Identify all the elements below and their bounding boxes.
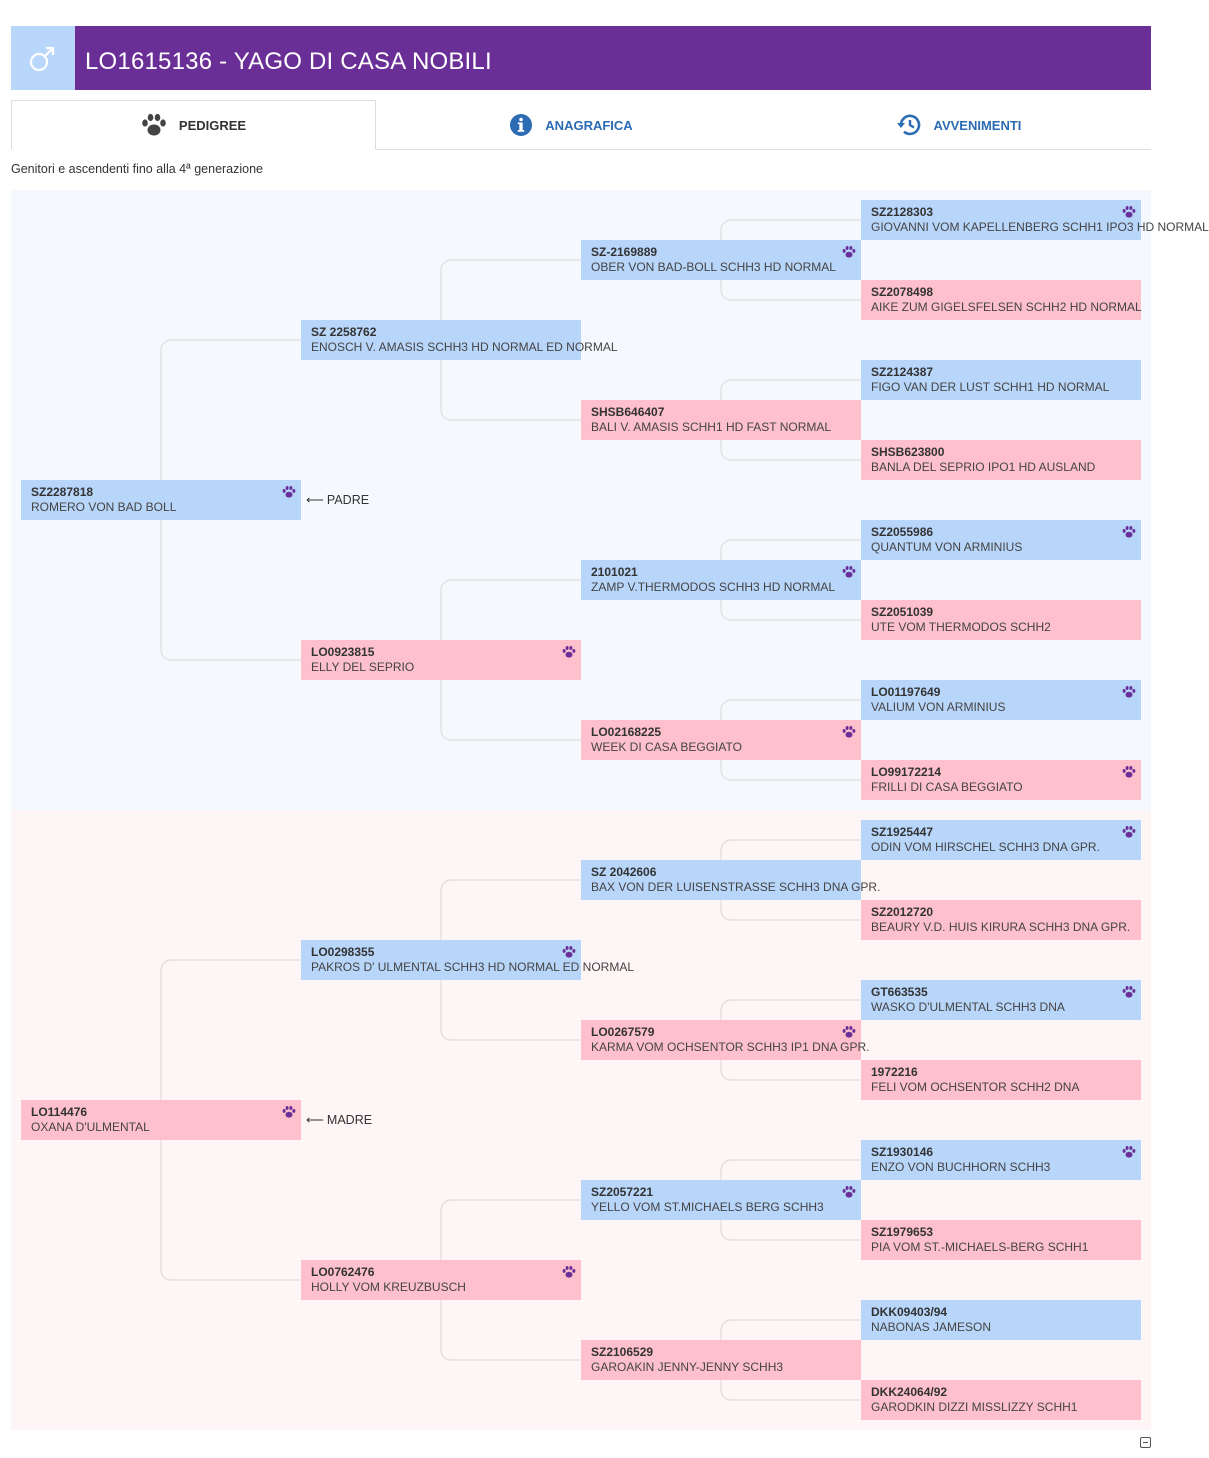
registration-number: SZ1930146 bbox=[871, 1145, 934, 1159]
pedigree-node-gen4[interactable] bbox=[861, 600, 1141, 640]
pedigree-node-gen4[interactable] bbox=[861, 980, 1141, 1020]
registration-number: LO99172214 bbox=[871, 765, 942, 779]
pedigree-node-sire-sire[interactable] bbox=[301, 320, 618, 360]
registration-number: SZ2012720 bbox=[871, 905, 934, 919]
dog-name: KARMA VOM OCHSENTOR SCHH3 IP1 DNA GPR. bbox=[591, 1040, 870, 1054]
registration-number: SZ 2258762 bbox=[311, 325, 377, 339]
registration-number: SHSB623800 bbox=[871, 445, 945, 459]
male-symbol-icon bbox=[11, 26, 75, 90]
tab-anagrafica[interactable] bbox=[376, 100, 766, 150]
dog-name: FIGO VAN DER LUST SCHH1 HD NORMAL bbox=[871, 380, 1110, 394]
pedigree-node-gen3[interactable] bbox=[581, 720, 861, 760]
pedigree-node-gen4[interactable] bbox=[861, 760, 1141, 800]
dog-name: GARODKIN DIZZI MISSLIZZY SCHH1 bbox=[871, 1400, 1078, 1414]
paw-icon[interactable] bbox=[1122, 685, 1136, 699]
paw-icon[interactable] bbox=[842, 1025, 856, 1039]
dog-name: WASKO D'ULMENTAL SCHH3 DNA bbox=[871, 1000, 1065, 1014]
registration-number: SZ1925447 bbox=[871, 825, 934, 839]
pedigree-node-gen4[interactable] bbox=[861, 1220, 1141, 1260]
registration-number: SZ2051039 bbox=[871, 605, 934, 619]
pedigree-node-gen4[interactable] bbox=[861, 520, 1141, 560]
father-label-text: PADRE bbox=[326, 492, 370, 507]
pedigree-node-gen4[interactable] bbox=[861, 680, 1141, 720]
dog-name: NABONAS JAMESON bbox=[871, 1320, 992, 1334]
paw-icon[interactable] bbox=[282, 1105, 296, 1119]
registration-number: SZ2106529 bbox=[591, 1345, 654, 1359]
registration-number: 1972216 bbox=[871, 1065, 918, 1079]
registration-number: SZ2057221 bbox=[591, 1185, 654, 1199]
dog-name: PIA VOM ST.-MICHAELS-BERG SCHH1 bbox=[871, 1240, 1089, 1254]
history-icon bbox=[896, 113, 922, 137]
arrow-left-icon: ⟵ bbox=[306, 493, 324, 507]
tab-label: AVVENIMENTI bbox=[933, 117, 1022, 133]
pedigree-node-dam[interactable] bbox=[21, 1100, 301, 1140]
tab-label: ANAGRAFICA bbox=[545, 117, 633, 133]
registration-number: LO01197649 bbox=[871, 685, 941, 699]
dog-name: BANLA DEL SEPRIO IPO1 HD AUSLAND bbox=[871, 460, 1096, 474]
pedigree-node-sire-dam[interactable] bbox=[301, 640, 581, 680]
pedigree-node-gen4[interactable] bbox=[861, 900, 1141, 940]
dog-name: VALIUM VON ARMINIUS bbox=[871, 700, 1006, 714]
paw-icon[interactable] bbox=[1122, 1145, 1136, 1159]
father-label bbox=[306, 492, 369, 507]
dog-name: AIKE ZUM GIGELSFELSEN SCHH2 HD NORMAL bbox=[871, 300, 1142, 314]
pedigree-node-gen4[interactable] bbox=[861, 1380, 1141, 1420]
pedigree-node-gen3[interactable] bbox=[581, 860, 881, 900]
dog-name: ELLY DEL SEPRIO bbox=[311, 660, 415, 674]
dog-name: WEEK DI CASA BEGGIATO bbox=[591, 740, 742, 754]
paw-icon[interactable] bbox=[842, 245, 856, 259]
pedigree-node-gen3[interactable] bbox=[581, 400, 861, 440]
dog-name: GAROAKIN JENNY-JENNY SCHH3 bbox=[591, 1360, 784, 1374]
dog-name: ODIN VOM HIRSCHEL SCHH3 DNA GPR. bbox=[871, 840, 1100, 854]
dog-name: OXANA D'ULMENTAL bbox=[31, 1120, 150, 1134]
registration-number: SZ 2042606 bbox=[591, 865, 657, 879]
registration-number: LO0267579 bbox=[591, 1025, 655, 1039]
paw-icon[interactable] bbox=[1122, 205, 1136, 219]
registration-number: SZ2287818 bbox=[31, 485, 94, 499]
tab-avvenimenti[interactable] bbox=[766, 100, 1151, 150]
paw-icon[interactable] bbox=[842, 565, 856, 579]
paw-icon[interactable] bbox=[562, 945, 576, 959]
registration-number: LO0923815 bbox=[311, 645, 375, 659]
registration-number: DKK09403/94 bbox=[871, 1305, 948, 1319]
pedigree-node-sire[interactable] bbox=[21, 480, 301, 520]
registration-number: SHSB646407 bbox=[591, 405, 665, 419]
paw-icon[interactable] bbox=[1122, 985, 1136, 999]
registration-number: LO114476 bbox=[31, 1105, 88, 1119]
registration-number: SZ2078498 bbox=[871, 285, 934, 299]
paw-icon[interactable] bbox=[1122, 765, 1136, 779]
pedigree-node-gen4[interactable] bbox=[861, 280, 1141, 320]
pedigree-node-gen4[interactable] bbox=[861, 200, 1209, 240]
registration-number: 2101021 bbox=[591, 565, 638, 579]
dog-name: ZAMP V.THERMODOS SCHH3 HD NORMAL bbox=[591, 580, 836, 594]
registration-number: DKK24064/92 bbox=[871, 1385, 948, 1399]
registration-number: SZ1979653 bbox=[871, 1225, 934, 1239]
collapse-toggle-icon[interactable] bbox=[1140, 1437, 1151, 1448]
pedigree-node-gen4[interactable] bbox=[861, 360, 1141, 400]
dog-name: ENZO VON BUCHHORN SCHH3 bbox=[871, 1160, 1051, 1174]
pedigree-node-gen4[interactable] bbox=[861, 1060, 1141, 1100]
dog-name: FRILLI DI CASA BEGGIATO bbox=[871, 780, 1023, 794]
mother-label-text: MADRE bbox=[326, 1112, 373, 1127]
pedigree-node-gen3[interactable] bbox=[581, 1180, 861, 1220]
pedigree-node-gen4[interactable] bbox=[861, 1140, 1141, 1180]
info-icon bbox=[509, 113, 533, 137]
pedigree-node-dam-dam[interactable] bbox=[301, 1260, 581, 1300]
pedigree-node-gen4[interactable] bbox=[861, 820, 1141, 860]
pedigree-subtitle: Genitori e ascendenti fino alla 4ª generazione bbox=[11, 162, 264, 176]
registration-number: LO02168225 bbox=[591, 725, 662, 739]
dog-name: PAKROS D' ULMENTAL SCHH3 HD NORMAL ED NORMAL bbox=[311, 960, 635, 974]
paw-icon[interactable] bbox=[842, 725, 856, 739]
pedigree-node-gen3[interactable] bbox=[581, 560, 861, 600]
tab-bar bbox=[11, 100, 1151, 150]
dog-header bbox=[11, 26, 1151, 90]
dog-name: FELI VOM OCHSENTOR SCHH2 DNA bbox=[871, 1080, 1080, 1094]
dog-name: UTE VOM THERMODOS SCHH2 bbox=[871, 620, 1051, 634]
dog-name: QUANTUM VON ARMINIUS bbox=[871, 540, 1023, 554]
dog-name: YELLO VOM ST.MICHAELS BERG SCHH3 bbox=[591, 1200, 824, 1214]
pedigree-node-gen3[interactable] bbox=[581, 1340, 861, 1380]
pedigree-node-gen3[interactable] bbox=[581, 240, 861, 280]
dog-name: OBER VON BAD-BOLL SCHH3 HD NORMAL bbox=[591, 260, 836, 274]
dog-name: BEAURY V.D. HUIS KIRURA SCHH3 DNA GPR. bbox=[871, 920, 1131, 934]
paw-icon[interactable] bbox=[1122, 525, 1136, 539]
paw-icon bbox=[141, 113, 167, 137]
dog-name: ROMERO VON BAD BOLL bbox=[31, 500, 177, 514]
registration-number: SZ2128303 bbox=[871, 205, 934, 219]
paw-icon[interactable] bbox=[1122, 825, 1136, 839]
paw-icon[interactable] bbox=[282, 485, 296, 499]
registration-number: SZ2055986 bbox=[871, 525, 934, 539]
paw-icon[interactable] bbox=[562, 645, 576, 659]
pedigree-node-gen4[interactable] bbox=[861, 440, 1141, 480]
registration-number: SZ-2169889 bbox=[591, 245, 658, 259]
tab-label: PEDIGREE bbox=[178, 117, 247, 133]
registration-number: LO0298355 bbox=[311, 945, 375, 959]
dog-name: ENOSCH V. AMASIS SCHH3 HD NORMAL ED NORMAL bbox=[311, 340, 618, 354]
mother-label bbox=[306, 1112, 372, 1127]
tab-pedigree[interactable] bbox=[11, 100, 376, 150]
dog-name: GIOVANNI VOM KAPELLENBERG SCHH1 IPO3 HD NORMAL bbox=[871, 220, 1209, 234]
pedigree-node-dam-sire[interactable] bbox=[301, 940, 635, 980]
registration-number: GT663535 bbox=[871, 985, 928, 999]
dog-name: BALI V. AMASIS SCHH1 HD FAST NORMAL bbox=[591, 420, 832, 434]
paw-icon[interactable] bbox=[842, 1185, 856, 1199]
arrow-left-icon: ⟵ bbox=[306, 1113, 324, 1127]
pedigree-node-gen4[interactable] bbox=[861, 1300, 1141, 1340]
dog-name: BAX VON DER LUISENSTRASSE SCHH3 DNA GPR. bbox=[591, 880, 881, 894]
dog-name: HOLLY VOM KREUZBUSCH bbox=[311, 1280, 466, 1294]
pedigree-node-gen3[interactable] bbox=[581, 1020, 870, 1060]
page-title: LO1615136 - YAGO DI CASA NOBILI bbox=[85, 48, 492, 75]
registration-number: SZ2124387 bbox=[871, 365, 934, 379]
registration-number: LO0762476 bbox=[311, 1265, 375, 1279]
paw-icon[interactable] bbox=[562, 1265, 576, 1279]
